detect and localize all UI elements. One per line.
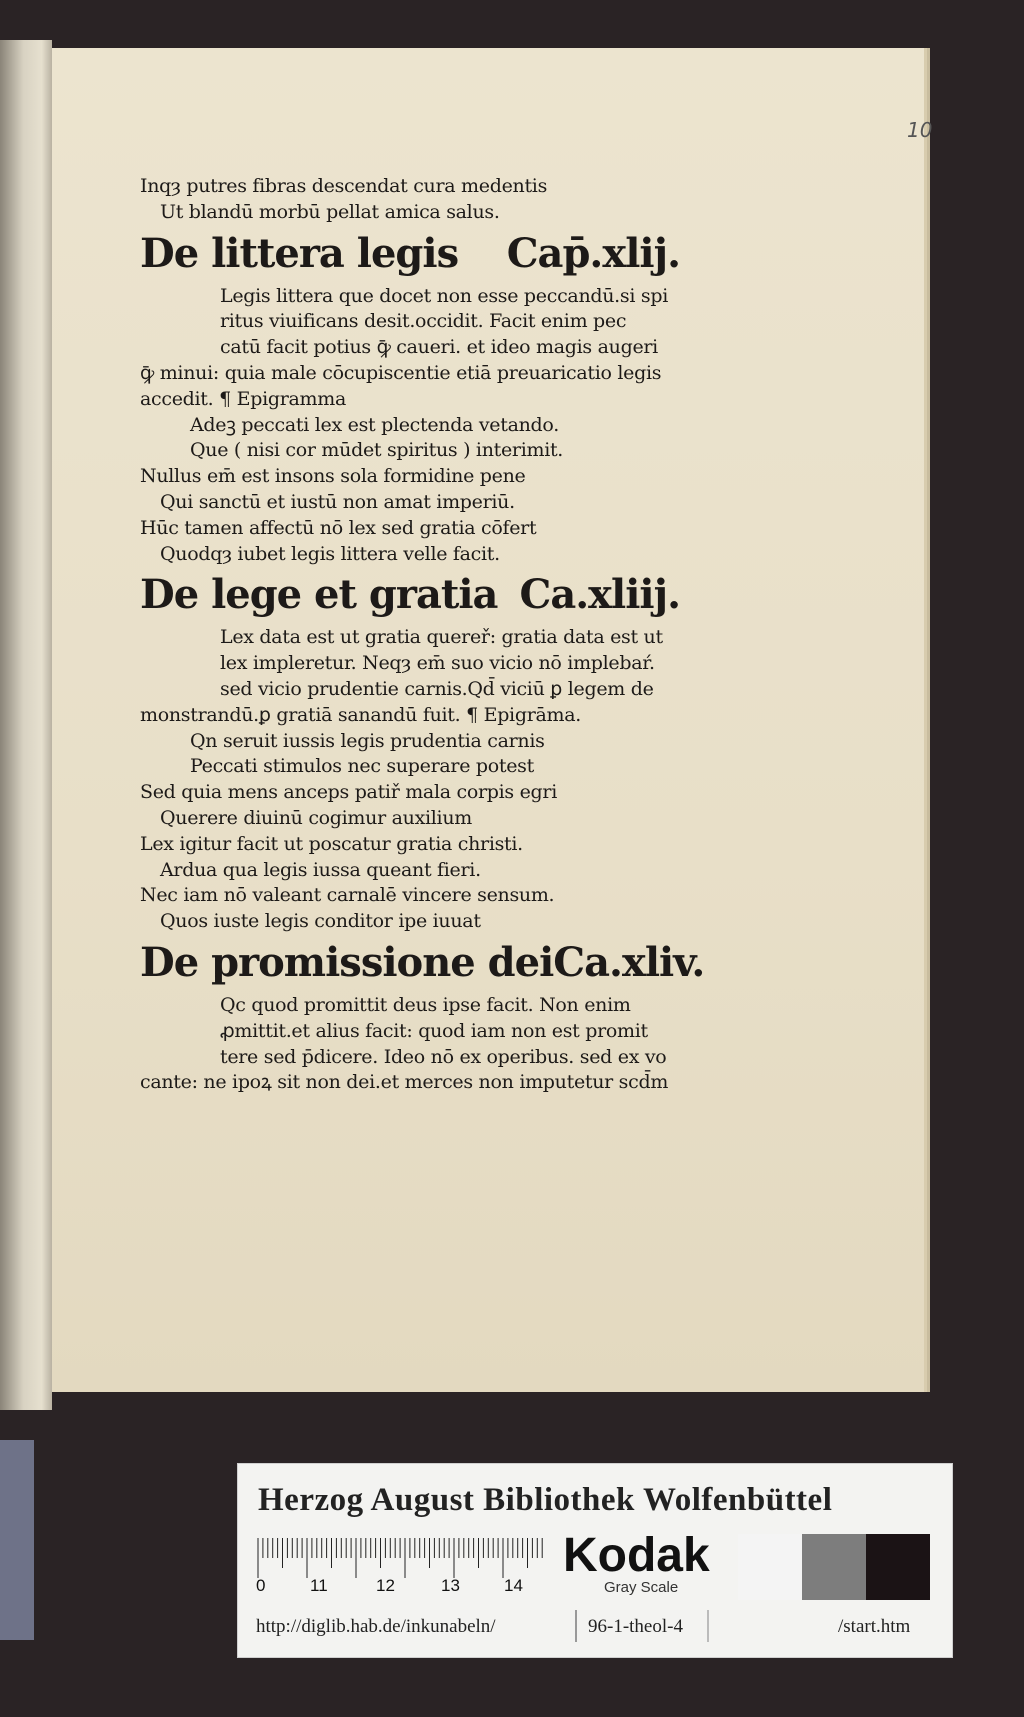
text-line: Nullus em̄ est insons sola formidine pene	[140, 465, 526, 488]
text-line: Querere diuinū cogimur auxilium	[160, 806, 472, 829]
text-line: ꝙ̄ minui: quia male cōcupiscentie etiā preuaricatio legis	[140, 361, 662, 384]
url-id: 96-1-theol-4	[588, 1616, 683, 1637]
text-line: Quos iuste legis conditor ipe iuuat	[160, 910, 481, 933]
ruler-number-12: 12	[376, 1576, 395, 1595]
text-line: Quodqȝ iubet legis littera velle facit.	[160, 542, 500, 565]
text-block	[140, 174, 705, 1096]
ruler-number-11: 11	[310, 1576, 328, 1595]
text-line: Adeꝫ peccati lex est plectenda vetando.	[190, 413, 559, 436]
chapter-heading	[140, 938, 705, 987]
swatch-black	[866, 1534, 930, 1600]
chapter-number: Ca.xliij.	[519, 571, 680, 619]
chapter-number: Ca.xliv.	[553, 938, 705, 986]
text-line: Que ( nisi cor mūdet spiritus ) interimit.	[190, 439, 564, 462]
ruler-number-13: 13	[441, 1576, 460, 1595]
text-line: Lex igitur facit ut poscatur gratia christi.	[140, 832, 523, 855]
ruler-number-14: 14	[504, 1576, 523, 1595]
gray-scale-label: Gray Scale	[604, 1579, 679, 1596]
url-left: http://diglib.hab.de/inkunabeln/	[256, 1616, 496, 1637]
chapter-title: De promissione dei	[140, 938, 554, 986]
text-line: ꝓmittit.et alius facit: quod iam non est promit	[220, 1019, 648, 1042]
text-line: Qui sanctū et iustū non amat imperiū.	[160, 490, 515, 513]
text-line: catū facit potius ꝙ̄ caueri. et ideo magis augeri	[220, 336, 658, 359]
text-line: lex impleretur. Neqȝ em̄ suo vicio nō implebaŕ.	[220, 652, 655, 675]
text-line: Nec iam nō valeant carnalē vincere sensum.	[140, 884, 555, 907]
text-line: Ardua qua legis iussa queant fieri.	[160, 858, 481, 881]
library-title: Herzog August Bibliothek Wolfenbüttel	[258, 1482, 833, 1518]
text-line: Peccati stimulos nec superare potest	[190, 755, 534, 778]
text-line: tere sed p̄dicere. Ideo nō ex operibus. sed ex vo	[220, 1045, 667, 1068]
ruler-number-0: 0	[256, 1576, 266, 1595]
text-line: sed vicio prudentie carnis.Qd̄ viciū ꝑ legem de	[220, 677, 654, 700]
text-line: Qc quod promittit deus ipse facit. Non enim	[220, 993, 631, 1016]
text-line: Hūc tamen affectū nō lex sed gratia cōfert	[140, 516, 537, 539]
swatch-gray	[802, 1534, 866, 1600]
folio-number: 10	[907, 118, 933, 142]
left-binding-edge	[0, 1440, 34, 1640]
url-right: /start.htm	[838, 1616, 911, 1637]
library-label-card	[237, 1463, 953, 1658]
text-line: cante: ne ipoꝝ sit non dei.et merces non imputetur scd̄m	[140, 1071, 669, 1094]
text-line: Sed quia mens anceps patiř mala corpis egri	[140, 781, 557, 804]
text-line: Lex data est ut gratia quereř: gratia data est ut	[220, 626, 663, 649]
text-line: accedit. ¶ Epigramma	[140, 387, 346, 410]
chapter-heading	[140, 571, 680, 619]
ruler	[256, 1536, 546, 1582]
left-page-edge	[0, 40, 52, 1410]
chapter-number: Cap̄.xlij.	[506, 229, 680, 277]
text-line: ritus viuificans desit.occidit. Facit enim pec	[220, 310, 627, 333]
kodak-logo: Kodak	[563, 1529, 710, 1582]
swatch-white	[738, 1534, 802, 1600]
text-line: Inqȝ putres fibras descendat cura medentis	[140, 175, 548, 197]
text-line: monstrandū.ꝑ gratiā sanandū fuit. ¶ Epigrāma.	[140, 703, 581, 726]
text-line: Ut blandū morbū pellat amica salus.	[160, 200, 500, 223]
text-line: Qn seruit iussis legis prudentia carnis	[190, 729, 545, 752]
text-line: Legis littera que docet non esse peccandū.si spi	[220, 284, 668, 307]
chapter-title: De lege et gratia	[140, 571, 498, 619]
chapter-heading	[140, 230, 680, 278]
chapter-title: De littera legis	[140, 229, 459, 277]
